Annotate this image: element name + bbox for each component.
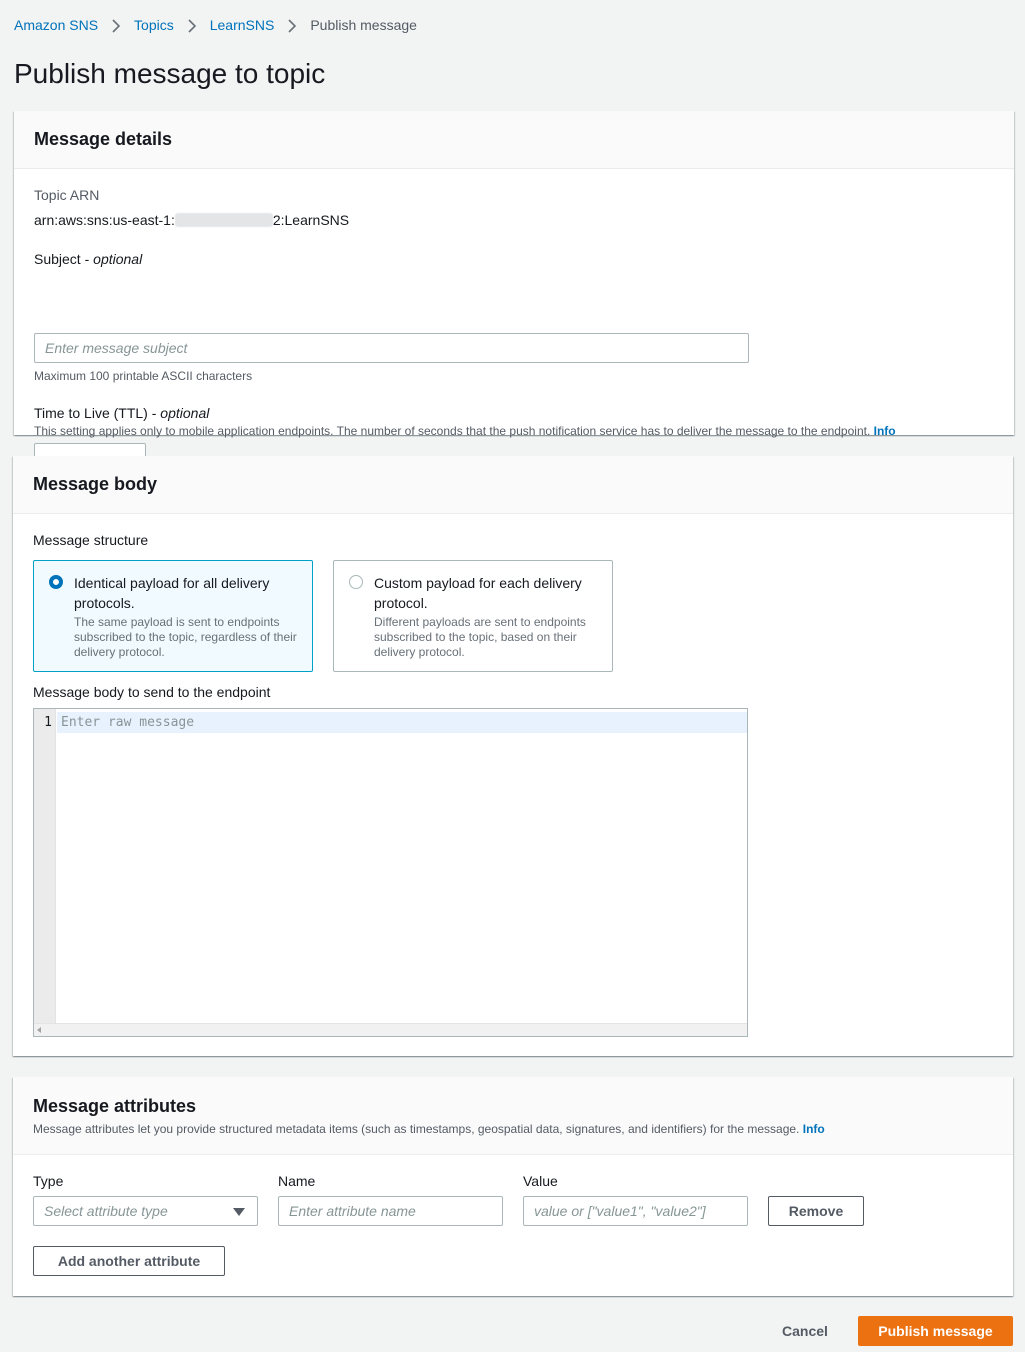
topic-arn-value: arn:aws:sns:us-east-1: 2:LearnSNS bbox=[34, 212, 350, 228]
subject-hint: Maximum 100 printable ASCII characters bbox=[34, 369, 253, 383]
subject-input[interactable] bbox=[34, 333, 749, 363]
value-label: Value bbox=[523, 1173, 558, 1189]
editor-gutter bbox=[34, 709, 56, 1036]
radio-identical-title: Identical payload for all delivery protocols. bbox=[74, 575, 270, 611]
ttl-description: This setting applies only to mobile application endpoints. The number of seconds that the push notification service has to deliver the message to the endpoint. Info bbox=[34, 424, 896, 438]
add-attribute-button[interactable]: Add another attribute bbox=[33, 1246, 225, 1276]
radio-custom-payload[interactable] bbox=[333, 560, 613, 672]
breadcrumb-topics[interactable]: Topics bbox=[134, 17, 174, 34]
attribute-type-select[interactable] bbox=[33, 1196, 258, 1226]
message-details-heading: Message details bbox=[34, 129, 173, 149]
message-body-label: Message body to send to the endpoint bbox=[33, 684, 271, 700]
breadcrumb-amazon-sns[interactable]: Amazon SNS bbox=[14, 17, 99, 34]
radio-unselected-icon bbox=[349, 575, 363, 589]
message-body-heading: Message body bbox=[33, 474, 158, 494]
message-attributes-header bbox=[13, 1077, 1013, 1155]
message-details-panel bbox=[14, 111, 1014, 438]
attribute-type-placeholder: Select attribute type bbox=[44, 1203, 168, 1219]
ttl-label: Time to Live (TTL) - optional bbox=[34, 405, 210, 421]
publish-message-button[interactable]: Publish message bbox=[858, 1316, 1013, 1346]
chevron-right-icon bbox=[174, 17, 210, 33]
cancel-button[interactable]: Cancel bbox=[782, 1323, 828, 1339]
chevron-right-icon bbox=[98, 17, 134, 33]
message-details-header bbox=[14, 111, 1014, 169]
remove-attribute-button[interactable]: Remove bbox=[768, 1196, 864, 1226]
type-label: Type bbox=[33, 1173, 64, 1189]
chevron-right-icon bbox=[274, 17, 310, 33]
radio-selected-icon bbox=[49, 575, 63, 589]
subject-label: Subject - optional bbox=[34, 251, 143, 267]
name-label: Name bbox=[278, 1173, 316, 1189]
message-attributes-description: Message attributes let you provide structured metadata items (such as timestamps, geospatial data, signatures, and identifiers) for the message. Info bbox=[33, 1122, 825, 1136]
page-title: Publish message to topic bbox=[14, 58, 326, 89]
breadcrumb bbox=[14, 17, 417, 33]
editor-horizontal-scrollbar[interactable] bbox=[34, 1023, 747, 1036]
attributes-info-link[interactable]: Info bbox=[802, 1122, 825, 1136]
attribute-name-input[interactable] bbox=[278, 1196, 503, 1226]
message-body-header bbox=[13, 456, 1013, 514]
topic-arn-label: Topic ARN bbox=[34, 187, 100, 203]
radio-custom-title: Custom payload for each delivery protocol. bbox=[374, 575, 582, 611]
caret-down-icon bbox=[233, 1208, 245, 1216]
ttl-info-link[interactable]: Info bbox=[873, 424, 896, 438]
message-structure-label: Message structure bbox=[33, 532, 149, 548]
breadcrumb-learnsns[interactable]: LearnSNS bbox=[209, 17, 275, 34]
line-number: 1 bbox=[44, 715, 52, 730]
attribute-value-input[interactable] bbox=[523, 1196, 748, 1226]
message-attributes-heading: Message attributes bbox=[33, 1096, 197, 1116]
redacted-account-id bbox=[175, 213, 273, 227]
radio-custom-desc: Different payloads are sent to endpoints subscribed to the topic, based on their delivery protocol. bbox=[374, 615, 586, 659]
breadcrumb-current: Publish message bbox=[310, 17, 417, 34]
scroll-left-icon[interactable] bbox=[37, 1027, 41, 1033]
editor-placeholder: Enter raw message bbox=[61, 715, 195, 730]
message-body-editor[interactable] bbox=[33, 708, 748, 1037]
radio-identical-desc: The same payload is sent to endpoints subscribed to the topic, regardless of their delivery protocol. bbox=[74, 615, 297, 659]
message-body-panel bbox=[13, 456, 1013, 1056]
message-attributes-panel bbox=[13, 1077, 1013, 1296]
radio-identical-payload[interactable] bbox=[33, 560, 313, 672]
